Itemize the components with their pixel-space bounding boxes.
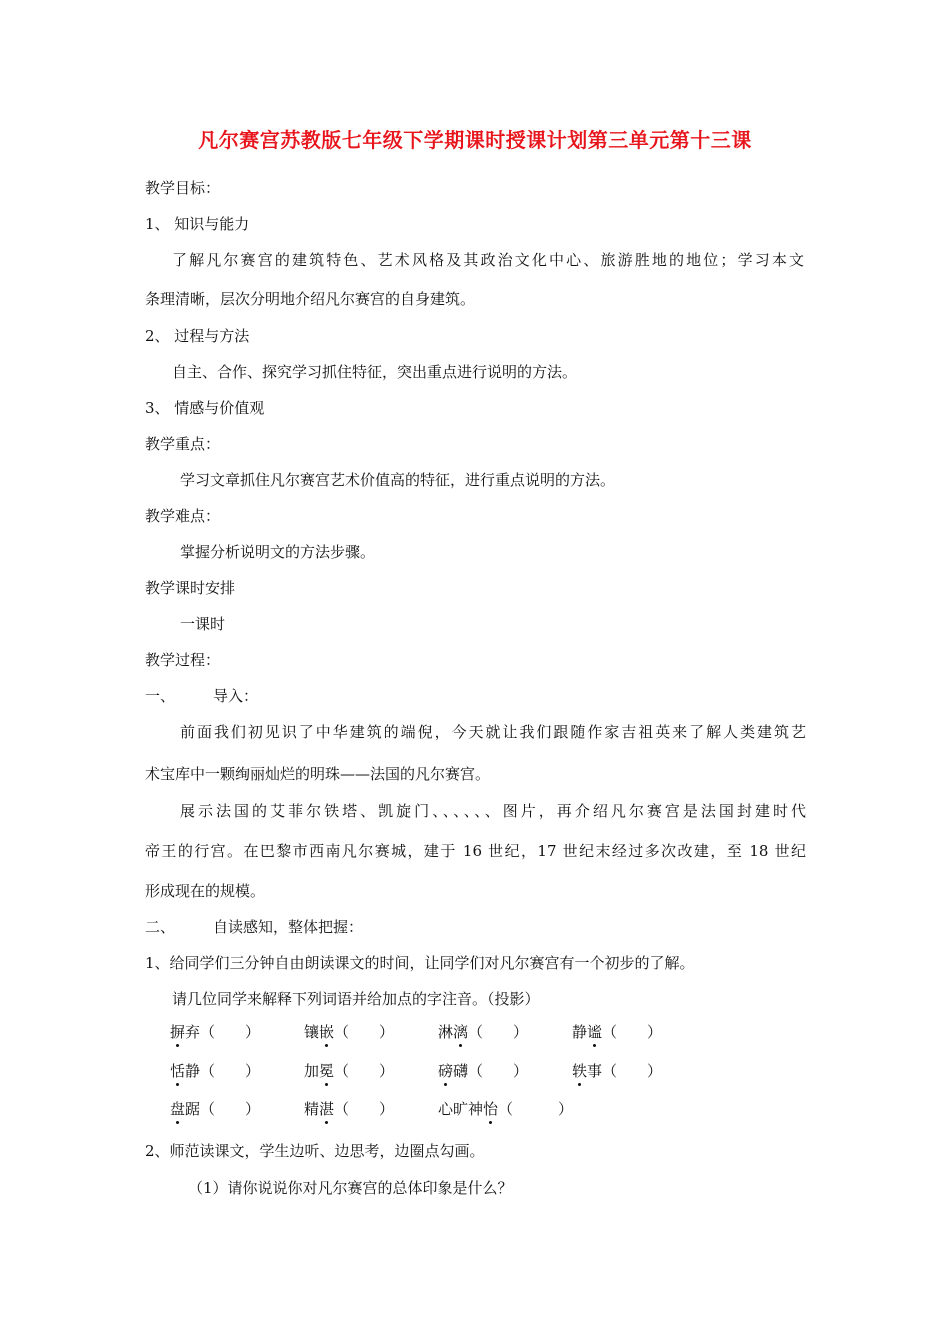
vocab-item: 静谧（ ）	[572, 1023, 663, 1041]
vocab-item: 淋漓（ ）	[438, 1023, 529, 1041]
key-points-text: 学习文章抓住凡尔赛宫艺术价值高的特征，进行重点说明的方法。	[180, 471, 616, 489]
task-2-text: 2、师范读课文，学生边听、边思考，边圈点勾画。	[145, 1142, 485, 1160]
vocab-item: 摒弃（ ）	[170, 1023, 261, 1041]
step-1-number: 一、	[145, 687, 176, 705]
step-2-heading	[145, 917, 363, 937]
schedule-label: 教学课时安排	[145, 579, 236, 597]
document-title: 凡尔赛宫苏教版七年级下学期课时授课计划第三单元第十三课	[198, 128, 752, 152]
goal-1-text-line-1: 了解凡尔赛宫的建筑特色、艺术风格及其政治文化中心、旅游胜地的地位；学习本文	[172, 251, 804, 269]
intro-line-2: 术宝库中一颗绚丽灿烂的明珠——法国的凡尔赛宫。	[145, 765, 491, 783]
show-line-2: 帝王的行宫。在巴黎市西南凡尔赛城，建于 16 世纪，17 世纪末经过多次改建，至 18 世纪	[145, 842, 806, 860]
task-1-text: 1、给同学们三分钟自由朗读课文的时间，让同学们对凡尔赛宫有一个初步的了解。	[145, 954, 695, 972]
task-1-subtext: 请几位同学来解释下列词语并给加点的字注音。（投影）	[172, 990, 540, 1008]
goal-3-heading: 3、 情感与价值观	[145, 399, 265, 417]
difficulty-label: 教学难点：	[145, 507, 221, 525]
vocab-item: 镶嵌（ ）	[304, 1023, 395, 1041]
goal-2-heading: 2、 过程与方法	[145, 327, 250, 345]
goal-1-text-line-2: 条理清晰，层次分明地介绍凡尔赛宫的自身建筑。	[145, 290, 476, 308]
step-1-heading	[145, 686, 258, 706]
show-line-1: 展示法国的艾菲尔铁塔、凯旋门、、、、、、图片，再介绍凡尔赛宫是法国封建时代	[180, 802, 806, 820]
goals-label: 教学目标：	[145, 179, 221, 197]
step-2-title: 自读感知，整体把握：	[213, 918, 364, 936]
vocab-item: 磅礴（ ）	[438, 1062, 529, 1080]
vocab-item: 心旷神怡（ ）	[438, 1100, 574, 1118]
vocab-item: 恬静（ ）	[170, 1062, 261, 1080]
task-2-question-1: （1）请你说说你对凡尔赛宫的总体印象是什么？	[188, 1179, 513, 1197]
vocab-item: 加冕（ ）	[304, 1062, 395, 1080]
vocab-item: 精湛（ ）	[304, 1100, 395, 1118]
difficulty-text: 掌握分析说明文的方法步骤。	[180, 543, 376, 561]
process-label: 教学过程：	[145, 651, 221, 669]
intro-line-1: 前面我们初见识了中华建筑的端倪，今天就让我们跟随作家吉祖英来了解人类建筑艺	[180, 723, 806, 741]
schedule-text: 一课时	[180, 615, 226, 633]
key-points-label: 教学重点：	[145, 435, 221, 453]
goal-2-text: 自主、合作、探究学习抓住特征，突出重点进行说明的方法。	[172, 363, 578, 381]
show-line-3: 形成现在的规模。	[145, 882, 266, 900]
step-2-number: 二、	[145, 918, 176, 936]
vocab-item: 轶事（ ）	[572, 1062, 663, 1080]
step-1-title: 导入：	[213, 687, 259, 705]
vocab-item: 盘踞（ ）	[170, 1100, 261, 1118]
goal-1-heading: 1、 知识与能力	[145, 215, 250, 233]
